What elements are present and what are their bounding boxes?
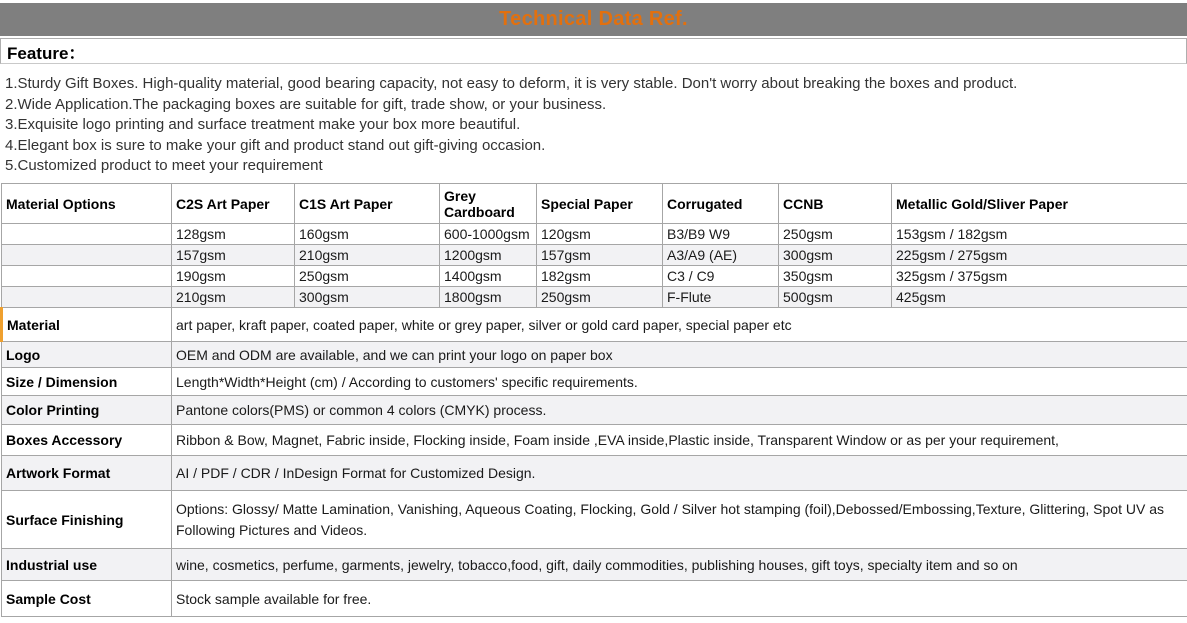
spec-value: art paper, kraft paper, coated paper, white or grey paper, silver or gold card paper, special paper etc bbox=[172, 308, 1187, 342]
feature-item: 2.Wide Application.The packaging boxes are suitable for gift, trade show, or your business. bbox=[5, 95, 1187, 116]
feature-item: 5.Customized product to meet your requirement bbox=[5, 156, 1187, 177]
spec-label: Size / Dimension bbox=[2, 368, 172, 396]
spec-label: Industrial use bbox=[2, 549, 172, 581]
table-row bbox=[2, 224, 1187, 245]
table-row bbox=[2, 287, 1187, 308]
column-header-corrugated: Corrugated bbox=[663, 184, 779, 224]
cell-metallic: 425gsm bbox=[892, 287, 1187, 308]
cell-c1s: 250gsm bbox=[295, 266, 440, 287]
spec-value: AI / PDF / CDR / InDesign Format for Customized Design. bbox=[172, 456, 1187, 491]
cell-ccnb: 300gsm bbox=[779, 245, 892, 266]
technical-data-page bbox=[0, 3, 1187, 617]
cell-ccnb: 350gsm bbox=[779, 266, 892, 287]
cell-special-paper: 250gsm bbox=[537, 287, 663, 308]
technical-data-table bbox=[0, 183, 1187, 617]
cell-c2s: 157gsm bbox=[172, 245, 295, 266]
spec-row-artwork-format bbox=[2, 456, 1187, 491]
cell-metallic: 153gsm / 182gsm bbox=[892, 224, 1187, 245]
spec-row-logo bbox=[2, 342, 1187, 368]
spec-value: Pantone colors(PMS) or common 4 colors (CMYK) process. bbox=[172, 396, 1187, 425]
column-header-c1s-art-paper: C1S Art Paper bbox=[295, 184, 440, 224]
empty-cell bbox=[2, 287, 172, 308]
cell-special-paper: 120gsm bbox=[537, 224, 663, 245]
column-header-metallic-paper: Metallic Gold/Sliver Paper bbox=[892, 184, 1187, 224]
spec-row-size-dimension bbox=[2, 368, 1187, 396]
cell-metallic: 225gsm / 275gsm bbox=[892, 245, 1187, 266]
cell-grey-cardboard: 1200gsm bbox=[440, 245, 537, 266]
cell-c1s: 160gsm bbox=[295, 224, 440, 245]
empty-cell bbox=[2, 266, 172, 287]
spec-label: Logo bbox=[2, 342, 172, 368]
cell-c2s: 128gsm bbox=[172, 224, 295, 245]
spec-label: Color Printing bbox=[2, 396, 172, 425]
spec-label: Boxes Accessory bbox=[2, 425, 172, 456]
feature-item: 4.Elegant box is sure to make your gift and product stand out gift-giving occasion. bbox=[5, 136, 1187, 157]
spec-value: Stock sample available for free. bbox=[172, 581, 1187, 617]
cell-metallic: 325gsm / 375gsm bbox=[892, 266, 1187, 287]
cell-c2s: 210gsm bbox=[172, 287, 295, 308]
empty-cell bbox=[2, 224, 172, 245]
cell-ccnb: 500gsm bbox=[779, 287, 892, 308]
spec-value: Options: Glossy/ Matte Lamination, Vanishing, Aqueous Coating, Flocking, Gold / Silver hot stamping (foil),Debossed/Embossing,Texture, Glittering, Spot UV as Following Pictures and Videos. bbox=[172, 491, 1187, 549]
feature-heading: Feature： bbox=[7, 39, 85, 64]
column-header-c2s-art-paper: C2S Art Paper bbox=[172, 184, 295, 224]
table-row bbox=[2, 266, 1187, 287]
spec-row-industrial-use bbox=[2, 549, 1187, 581]
spec-row-boxes-accessory bbox=[2, 425, 1187, 456]
table-header-row bbox=[2, 184, 1187, 224]
cell-corrugated: F-Flute bbox=[663, 287, 779, 308]
feature-heading-box bbox=[0, 38, 1187, 64]
column-header-ccnb: CCNB bbox=[779, 184, 892, 224]
spec-label: Artwork Format bbox=[2, 456, 172, 491]
cell-special-paper: 182gsm bbox=[537, 266, 663, 287]
cell-c1s: 210gsm bbox=[295, 245, 440, 266]
cell-ccnb: 250gsm bbox=[779, 224, 892, 245]
cell-corrugated: C3 / C9 bbox=[663, 266, 779, 287]
spec-row-material bbox=[2, 308, 1187, 342]
cell-grey-cardboard: 1800gsm bbox=[440, 287, 537, 308]
spec-value: Ribbon & Bow, Magnet, Fabric inside, Flocking inside, Foam inside ,EVA inside,Plastic inside, Transparent Window or as per your requirement, bbox=[172, 425, 1187, 456]
title-bar bbox=[0, 3, 1187, 36]
cell-c2s: 190gsm bbox=[172, 266, 295, 287]
column-header-grey-cardboard: Grey Cardboard bbox=[440, 184, 537, 224]
page-title: Technical Data Ref. bbox=[499, 8, 688, 31]
cell-c1s: 300gsm bbox=[295, 287, 440, 308]
cell-special-paper: 157gsm bbox=[537, 245, 663, 266]
spec-row-surface-finishing bbox=[2, 491, 1187, 549]
feature-item: 3.Exquisite logo printing and surface treatment make your box more beautiful. bbox=[5, 115, 1187, 136]
column-header-special-paper: Special Paper bbox=[537, 184, 663, 224]
cell-corrugated: B3/B9 W9 bbox=[663, 224, 779, 245]
cell-grey-cardboard: 600-1000gsm bbox=[440, 224, 537, 245]
empty-cell bbox=[2, 245, 172, 266]
feature-list bbox=[0, 64, 1187, 176]
cell-corrugated: A3/A9 (AE) bbox=[663, 245, 779, 266]
spec-label: Surface Finishing bbox=[2, 491, 172, 549]
spec-value: OEM and ODM are available, and we can print your logo on paper box bbox=[172, 342, 1187, 368]
spec-row-sample-cost bbox=[2, 581, 1187, 617]
spec-row-color-printing bbox=[2, 396, 1187, 425]
spec-value: wine, cosmetics, perfume, garments, jewelry, tobacco,food, gift, daily commodities, publishing houses, gift toys, specialty item and so on bbox=[172, 549, 1187, 581]
spec-value: Length*Width*Height (cm) / According to customers' specific requirements. bbox=[172, 368, 1187, 396]
cell-grey-cardboard: 1400gsm bbox=[440, 266, 537, 287]
table-row bbox=[2, 245, 1187, 266]
column-header-material-options: Material Options bbox=[2, 184, 172, 224]
spec-label: Sample Cost bbox=[2, 581, 172, 617]
spec-label: Material bbox=[2, 308, 172, 342]
feature-item: 1.Sturdy Gift Boxes. High-quality material, good bearing capacity, not easy to deform, it is very stable. Don't worry about breaking the boxes and product. bbox=[5, 74, 1187, 95]
